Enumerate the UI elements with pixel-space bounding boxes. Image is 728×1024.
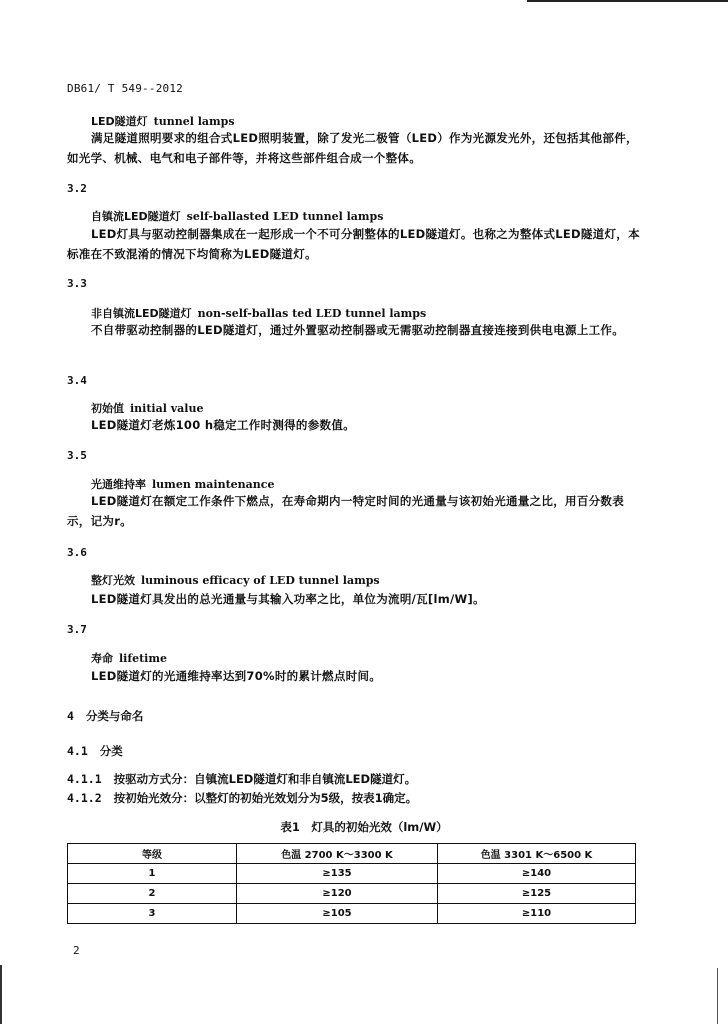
term-en: initial value bbox=[130, 402, 204, 415]
table-cell: ≥135 bbox=[237, 864, 438, 884]
table-cell: 2 bbox=[68, 884, 237, 904]
term-definition: 满足隧道照明要求的组合式LED照明装置，除了发光二极管（LED）作为光源发光外，还包括其他部件，如光学、机械、电气和电子部件等，并将这些部件组合成一个整体。 bbox=[67, 131, 638, 165]
subsection-number: 4.1 bbox=[67, 744, 88, 758]
clause-number: 3.4 bbox=[67, 374, 87, 387]
standard-code-header: DB61/ T 549--2012 bbox=[67, 82, 183, 95]
subsection-title: 分类 bbox=[99, 744, 123, 758]
clause-item bbox=[67, 790, 417, 806]
term-en: luminous efficacy of LED tunnel lamps bbox=[141, 574, 380, 587]
clause-item bbox=[67, 771, 416, 787]
term-cn: 自镇流LED隧道灯 bbox=[91, 210, 181, 223]
scan-edge-line bbox=[0, 965, 2, 1024]
page-number: 2 bbox=[73, 944, 80, 957]
clause-number: 3.5 bbox=[67, 449, 87, 462]
table-cell: ≥140 bbox=[438, 864, 636, 884]
term-title bbox=[91, 208, 383, 224]
table-header-cell: 色温 2700 K～3300 K bbox=[237, 844, 438, 864]
term-definition: LED隧道灯老炼100 h稳定工作时测得的参数值。 bbox=[91, 418, 355, 432]
table-cell: ≥120 bbox=[237, 884, 438, 904]
clause-item-text: 按初始光效分：以整灯的初始光效划分为5级，按表1确定。 bbox=[113, 791, 418, 805]
table-row bbox=[68, 884, 636, 904]
scan-edge-line bbox=[527, 0, 728, 2]
table-cell: ≥125 bbox=[438, 884, 636, 904]
term-en: non-self-ballas ted LED tunnel lamps bbox=[197, 307, 427, 320]
clause-number: 3.7 bbox=[67, 623, 87, 636]
clause-number: 3.2 bbox=[67, 182, 87, 195]
term-cn: LED隧道灯 bbox=[91, 115, 148, 128]
term-cn: 整灯光效 bbox=[91, 574, 135, 587]
efficacy-table bbox=[67, 843, 636, 924]
term-definition: LED隧道灯的光通维持率达到70%时的累计燃点时间。 bbox=[91, 669, 382, 683]
table-header-cell: 等级 bbox=[68, 844, 237, 864]
clause-number: 3.3 bbox=[67, 277, 87, 290]
table-cell: ≥105 bbox=[237, 904, 438, 924]
table-cell: 3 bbox=[68, 904, 237, 924]
term-title bbox=[91, 113, 235, 129]
term-cn: 光通维持率 bbox=[91, 478, 146, 491]
clause-item-number: 4.1.1 bbox=[67, 772, 102, 786]
term-title bbox=[91, 650, 167, 666]
table-cell: 1 bbox=[68, 864, 237, 884]
term-title bbox=[91, 305, 426, 321]
table-row bbox=[68, 904, 636, 924]
table-row bbox=[68, 864, 636, 884]
term-definition: LED灯具与驱动控制器集成在一起形成一个不可分割整体的LED隧道灯。也称之为整体式LED隧道灯，本标准在不致混淆的情况下均简称为LED隧道灯。 bbox=[67, 227, 640, 261]
term-en: self-ballasted LED tunnel lamps bbox=[186, 210, 384, 223]
table-caption: 表1 灯具的初始光效（lm/W） bbox=[280, 820, 448, 834]
term-definition: LED隧道灯具发出的总光通量与其输入功率之比，单位为流明/瓦[lm/W]。 bbox=[91, 592, 485, 606]
section-number: 4 bbox=[67, 709, 74, 723]
scan-edge-line bbox=[717, 968, 718, 1024]
term-cn: 非自镇流LED隧道灯 bbox=[91, 307, 192, 320]
term-definition: 不自带驱动控制器的LED隧道灯，通过外置驱动控制器或无需驱动控制器直接连接到供电电源上工作。 bbox=[91, 323, 625, 337]
term-en: tunnel lamps bbox=[153, 115, 235, 128]
section-heading bbox=[67, 708, 143, 724]
clause-number: 3.6 bbox=[67, 546, 87, 559]
term-cn: 初始值 bbox=[91, 402, 124, 415]
term-cn: 寿命 bbox=[91, 652, 113, 665]
subsection-heading bbox=[67, 743, 123, 759]
table-header-cell: 色温 3301 K～6500 K bbox=[438, 844, 636, 864]
term-title bbox=[91, 400, 203, 416]
term-title bbox=[91, 572, 380, 588]
term-title bbox=[91, 476, 274, 492]
term-en: lumen maintenance bbox=[152, 478, 275, 491]
clause-item-text: 按驱动方式分：自镇流LED隧道灯和非自镇流LED隧道灯。 bbox=[113, 772, 417, 786]
section-title: 分类与命名 bbox=[85, 709, 144, 723]
table-header-row bbox=[68, 844, 636, 864]
clause-item-number: 4.1.2 bbox=[67, 791, 102, 805]
term-definition: LED隧道灯在额定工作条件下燃点，在寿命期内一特定时间的光通量与该初始光通量之比，用百分数表示，记为r。 bbox=[67, 494, 625, 528]
term-en: lifetime bbox=[119, 652, 167, 665]
table-cell: ≥110 bbox=[438, 904, 636, 924]
